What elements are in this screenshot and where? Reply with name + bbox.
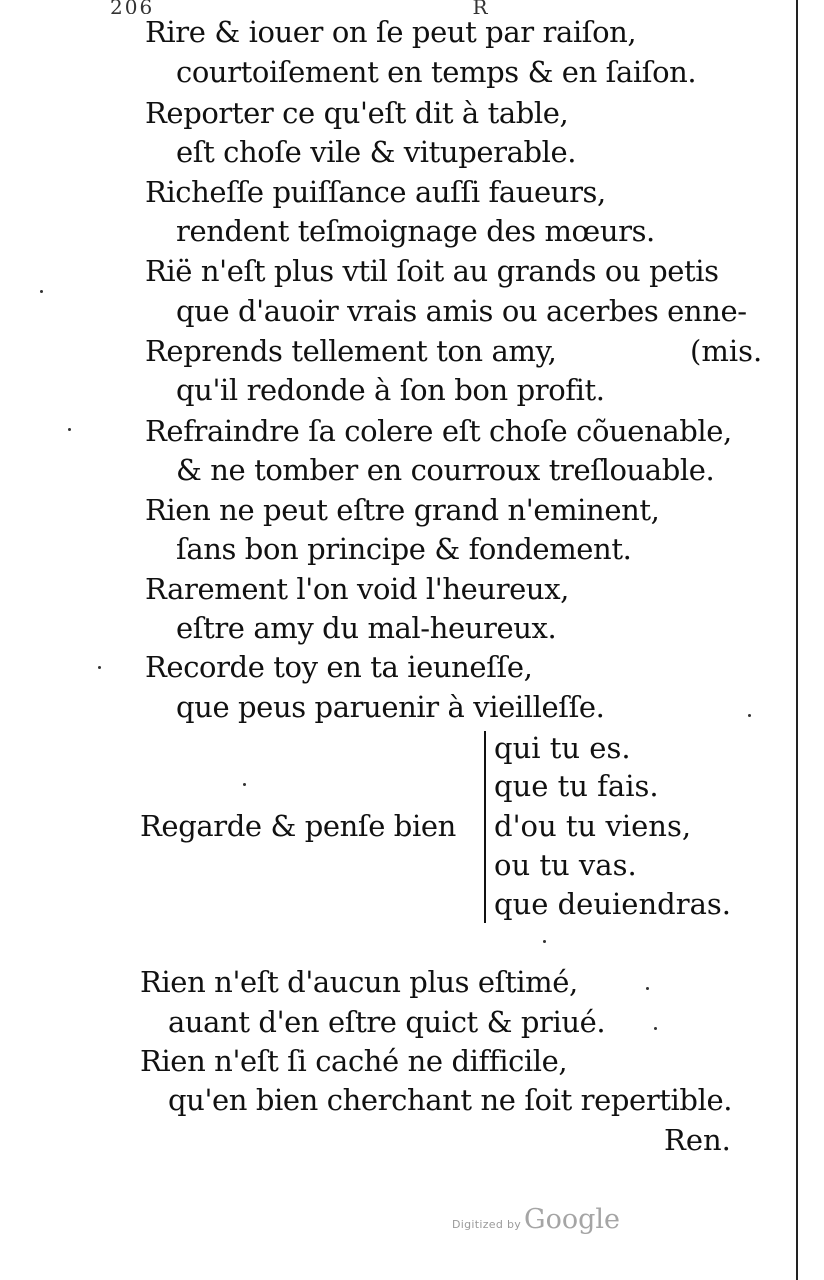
page-header (110, 0, 490, 14)
continuation-fragment: (mis. (690, 334, 763, 368)
verse-line: rendent teſmoignage des mœurs. (176, 214, 655, 248)
regarde-item: d'ou tu viens, (494, 809, 692, 843)
regarde-item: que tu fais. (494, 769, 659, 803)
page-edge-rule (796, 0, 798, 1280)
verse-line: Reprends tellement ton amy, (145, 334, 557, 368)
scan-speck (646, 987, 649, 990)
bracket-rule (484, 731, 486, 923)
scan-speck (68, 428, 71, 431)
verse-line: Reporter ce qu'eſt dit à table, (145, 96, 569, 130)
scan-speck (748, 714, 751, 717)
verse-line: & ne tomber en courroux treſlouable. (176, 453, 715, 487)
google-logo: Google (524, 1204, 621, 1235)
verse-line: Richeſſe puiſſance auſſi faueurs, (145, 175, 606, 209)
verse-line: Recorde toy en ta ieuneſſe, (145, 650, 533, 684)
regarde-item: que deuiendras. (494, 887, 731, 921)
scan-speck (243, 783, 246, 786)
verse-line: qu'il redonde à ſon bon profit. (176, 373, 605, 407)
scan-speck (98, 666, 101, 669)
verse-line: Rien ne peut eſtre grand n'eminent, (145, 493, 660, 527)
verse-line: Refraindre ſa colere eſt choſe cõuenable, (145, 414, 732, 448)
digitized-watermark (452, 1204, 620, 1235)
scan-speck (654, 1027, 657, 1030)
scan-speck (40, 290, 43, 293)
regarde-item: qui tu es. (494, 731, 631, 765)
verse-line: Rië n'eſt plus vtil ſoit au grands ou petis (145, 254, 719, 288)
watermark-prefix: Digitized by (452, 1218, 522, 1231)
verse-line: eſt choſe vile & vituperable. (176, 135, 577, 169)
catchword: Ren. (664, 1123, 731, 1157)
regarde-item: ou tu vas. (494, 848, 637, 882)
scan-speck (543, 940, 546, 943)
verse-line: Rien n'eſt d'aucun plus eſtimé, (140, 965, 578, 999)
verse-line: auant d'en eſtre quict & priué. (168, 1005, 606, 1039)
verse-line: Rien n'eſt ſi caché ne difficile, (140, 1044, 568, 1078)
verse-line: qu'en bien cherchant ne ſoit repertible. (168, 1083, 733, 1117)
verse-line: Rarement l'on void l'heureux, (145, 572, 569, 606)
verse-line: que peus paruenir à vieilleſſe. (176, 690, 605, 724)
regarde-bracket-group (484, 731, 731, 923)
verse-line: Rire & iouer on ſe peut par raiſon, (145, 15, 637, 49)
verse-line: eſtre amy du mal-heureux. (176, 611, 557, 645)
verse-line: que d'auoir vrais amis ou acerbes enne- (176, 294, 747, 328)
verse-line: ſans bon principe & fondement. (176, 532, 632, 566)
running-letter: R (472, 0, 490, 14)
regarde-lead: Regarde & penſe bien (140, 809, 456, 843)
page-number: 206 (110, 0, 155, 14)
verse-line: courtoiſement en temps & en ſaiſon. (176, 55, 697, 89)
